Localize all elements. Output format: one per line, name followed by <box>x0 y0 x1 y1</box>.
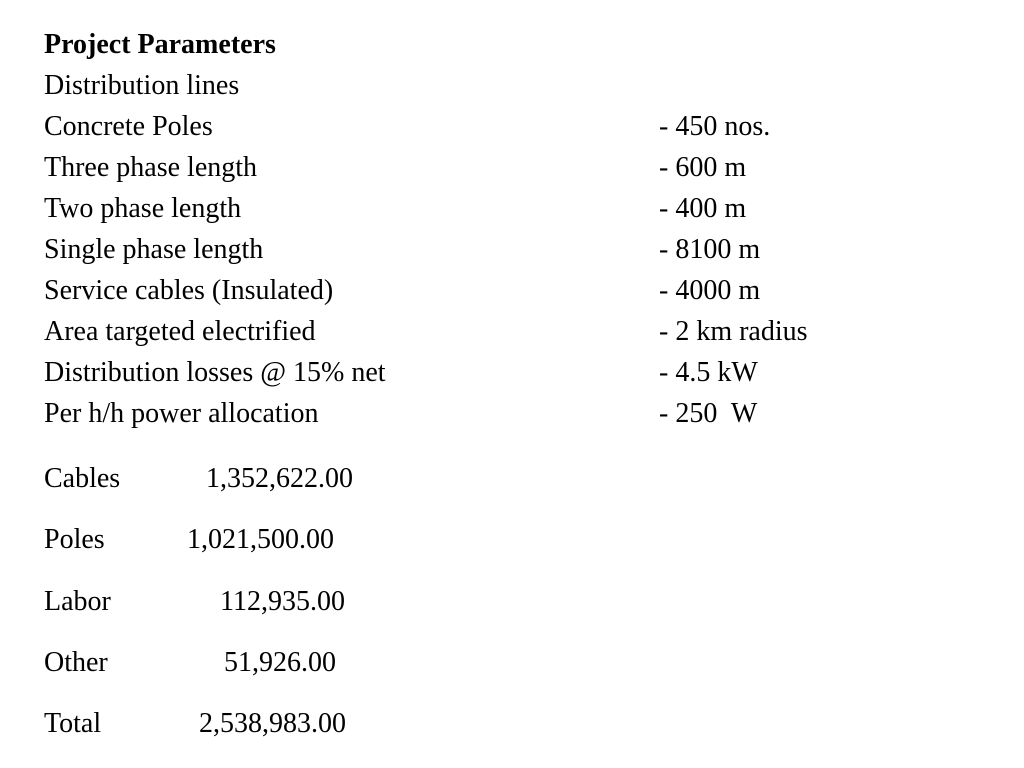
cost-amount: 2,538,983.00 <box>199 708 346 740</box>
parameter-label: Three phase length <box>44 152 258 183</box>
parameter-label: Single phase length <box>44 234 264 265</box>
cost-label: Poles <box>44 524 105 556</box>
parameter-value: - 600 m <box>659 152 747 183</box>
parameter-label: Area targeted electrified <box>44 316 316 347</box>
parameter-value: - 2 km radius <box>659 316 808 347</box>
section-title: Project Parameters <box>44 29 276 60</box>
cost-label: Other <box>44 646 108 678</box>
parameter-row <box>44 270 984 311</box>
parameter-label: Concrete Poles <box>44 111 213 142</box>
cost-row <box>44 693 644 754</box>
parameter-label: Distribution losses @ 15% net <box>44 357 386 388</box>
parameter-row <box>44 106 984 147</box>
cost-row <box>44 509 644 570</box>
cost-summary-section <box>44 448 644 754</box>
parameter-label: Service cables (Insulated) <box>44 275 334 306</box>
cost-amount: 112,935.00 <box>220 585 345 617</box>
parameter-label: Per h/h power allocation <box>44 398 319 429</box>
cost-label: Labor <box>44 585 111 617</box>
cost-label: Cables <box>44 463 121 494</box>
parameter-value: - 450 nos. <box>659 111 771 142</box>
project-parameters-section <box>44 24 984 434</box>
cost-amount: 1,021,500.00 <box>187 524 334 556</box>
parameter-row <box>44 393 984 434</box>
cost-row <box>44 571 644 632</box>
cost-label: Total <box>44 708 102 740</box>
parameter-value: - 8100 m <box>659 234 761 265</box>
parameter-value: - 250 W <box>659 398 758 429</box>
parameter-value: - 400 m <box>659 193 747 224</box>
parameter-row <box>44 352 984 393</box>
parameter-row <box>44 188 984 229</box>
parameter-row <box>44 229 984 270</box>
cost-row <box>44 632 644 693</box>
parameter-label: Two phase length <box>44 193 242 224</box>
cost-amount: 51,926.00 <box>224 646 336 678</box>
parameter-row <box>44 311 984 352</box>
cost-row <box>44 448 644 509</box>
section-subtitle: Distribution lines <box>44 70 240 101</box>
parameter-row <box>44 147 984 188</box>
parameter-value: - 4.5 kW <box>659 357 758 388</box>
cost-amount: 1,352,622.00 <box>206 463 353 494</box>
parameter-value: - 4000 m <box>659 275 761 306</box>
